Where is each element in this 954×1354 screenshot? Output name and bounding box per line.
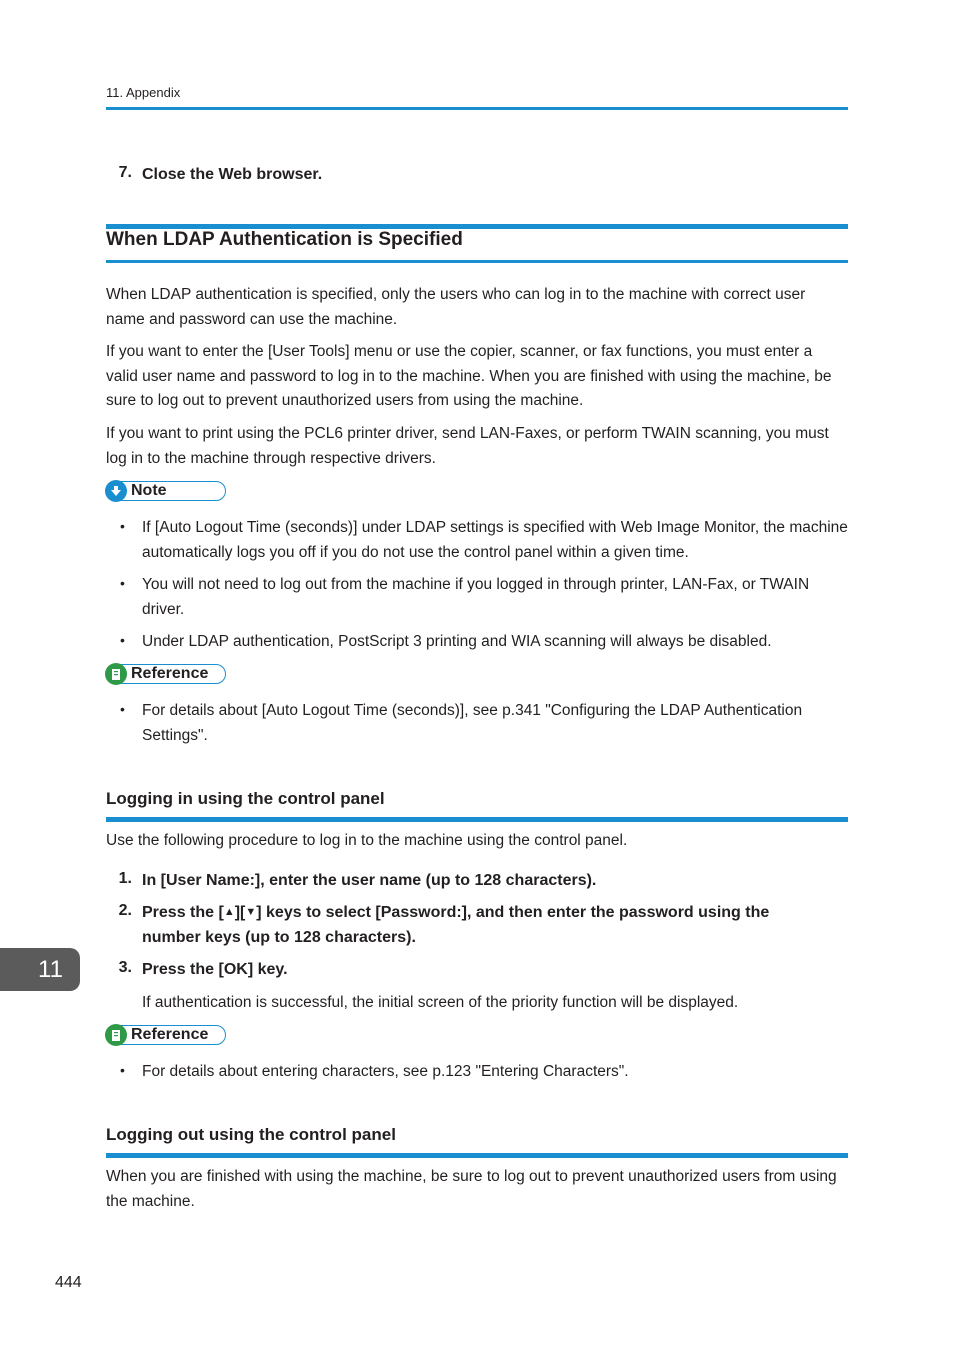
step-text: Press the [▲][▼] keys to select [Password:], and then enter the password using the number keys (up to 128 characters). (142, 904, 770, 946)
step-text: In [User Name:], enter the user name (up to 128 characters). (142, 872, 597, 889)
paragraph: If you want to enter the [User Tools] menu or use the copier, scanner, or fax functions, you must enter a valid user name and password to log in to the machine. When you are finished with using the machine, be sure to log out to prevent unauthorized users from using the machine. (106, 343, 832, 409)
step-number: 3. (118, 959, 132, 976)
list-item: You will not need to log out from the machine if you logged in through printer, LAN-Fax, or TWAIN driver. (142, 576, 810, 618)
list-item: If [Auto Logout Time (seconds)] under LDAP settings is specified with Web Image Monitor, the machine automatically logs you off if you do not use the control panel within a given time. (142, 519, 848, 561)
chapter-number: 11 (38, 955, 63, 983)
bullet-icon: • (120, 701, 125, 717)
subsection-title: Logging in using the control panel (106, 789, 385, 808)
paragraph: If you want to print using the PCL6 printer driver, send LAN-Faxes, or perform TWAIN scanning, you must log in to the machine through respective drivers. (106, 425, 829, 467)
bullet-icon: • (120, 1062, 125, 1078)
step-number: 1. (118, 870, 132, 887)
step-number: 2. (118, 902, 132, 919)
note-label: Note (131, 482, 167, 499)
reference-badge (106, 664, 226, 684)
reference-label: Reference (131, 665, 209, 682)
step-result: If authentication is successful, the initial screen of the priority function will be displayed. (142, 994, 739, 1011)
bullet-icon: • (120, 518, 125, 534)
reference-book-icon (105, 663, 127, 685)
bullet-icon: • (120, 632, 125, 648)
subsection-rule (106, 1153, 848, 1158)
running-head: 11. Appendix (106, 85, 181, 100)
page-number: 444 (55, 1274, 82, 1291)
paragraph: When LDAP authentication is specified, only the users who can log in to the machine with correct user name and password can use the machine. (106, 286, 806, 328)
step-number: 7. (118, 164, 132, 181)
note-down-arrow-icon (105, 480, 127, 502)
reference-badge (106, 1025, 226, 1045)
bullet-icon: • (120, 575, 125, 591)
note-badge (106, 481, 226, 501)
list-item: For details about entering characters, see p.123 "Entering Characters". (142, 1063, 629, 1080)
up-arrow-icon: ▲ (223, 906, 235, 918)
down-arrow-icon: ▼ (245, 906, 257, 918)
list-item: Under LDAP authentication, PostScript 3 printing and WIA scanning will always be disabled. (142, 633, 772, 650)
paragraph: When you are finished with using the machine, be sure to log out to prevent unauthorized users from using the machine. (106, 1168, 837, 1210)
step-text: Press the [OK] key. (142, 961, 288, 978)
paragraph: Use the following procedure to log in to the machine using the control panel. (106, 832, 628, 849)
step-text: Close the Web browser. (142, 166, 323, 183)
chapter-tab (0, 948, 80, 991)
subsection-rule (106, 817, 848, 822)
section-title: When LDAP Authentication is Specified (106, 229, 463, 250)
list-item: For details about [Auto Logout Time (seconds)], see p.341 "Configuring the LDAP Authentication Settings". (142, 702, 803, 744)
reference-label: Reference (131, 1026, 209, 1043)
section-bottom-rule (106, 260, 848, 263)
subsection-title: Logging out using the control panel (106, 1125, 396, 1144)
header-rule (106, 107, 848, 110)
reference-book-icon (105, 1024, 127, 1046)
